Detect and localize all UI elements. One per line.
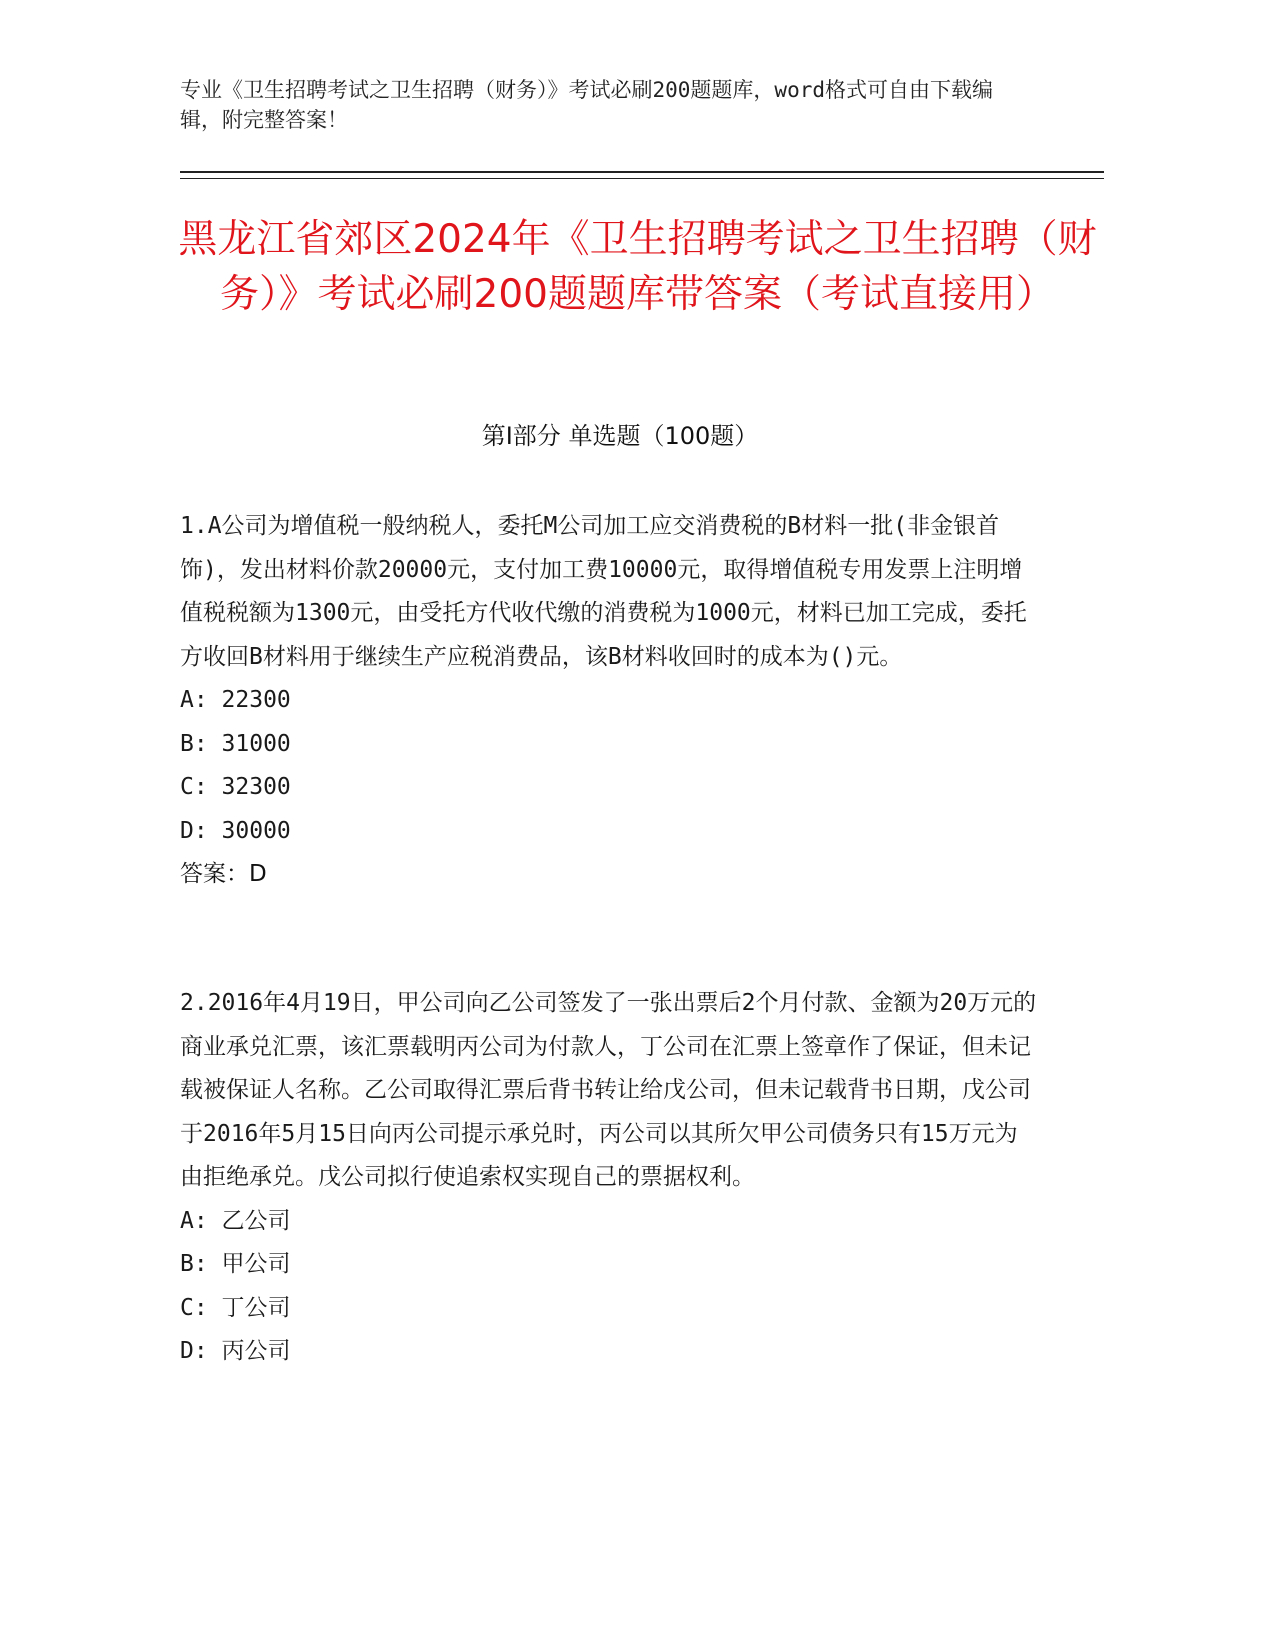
question-1	[180, 505, 1040, 897]
header-note: 专业《卫生招聘考试之卫生招聘（财务）》考试必刷200题题库，word格式可自由下载编辑，附完整答案！	[180, 78, 993, 132]
option-b: B: 31000	[180, 730, 291, 757]
option-d: D: 30000	[180, 817, 291, 844]
document-title: 黑龙江省郊区2024年《卫生招聘考试之卫生招聘（财务）》考试必刷200题题库带答案（考试直接用）	[178, 217, 1097, 317]
section-title: 第I部分 单选题（100题）	[481, 422, 759, 450]
option-b: B: 甲公司	[180, 1251, 291, 1277]
question-2	[180, 982, 1040, 1374]
answer-text: 答案：D	[180, 861, 267, 887]
option-c: C: 丁公司	[180, 1294, 291, 1321]
option-a: A: 22300	[180, 687, 291, 713]
header-rule-thin	[180, 178, 1104, 179]
option-a: A: 乙公司	[180, 1207, 291, 1234]
question-stem: 1.A公司为增值税一般纳税人，委托M公司加工应交消费税的B材料一批(非金银首饰)，发出材料价款20000元，支付加工费10000元，取得增值税专用发票上注明增值税税额为1300元，由受托方代收代缴的消费税为1000元，材料已加工完成，委托方收回B材料用于继续生产应税消费品，该B材料收回时的成本为()元。	[180, 513, 1027, 670]
question-stem: 2.2016年4月19日，甲公司向乙公司签发了一张出票后2个月付款、金额为20万元的商业承兑汇票，该汇票载明丙公司为付款人，丁公司在汇票上签章作了保证，但未记载被保证人名称。乙公司取得汇票后背书转让给戊公司，但未记载背书日期，戊公司于2016年5月15日向丙公司提示承兑时，丙公司以其所欠甲公司债务只有15万元为由拒绝承兑。戊公司拟行使追索权实现自己的票据权利。	[180, 990, 1037, 1190]
option-c: C: 32300	[180, 774, 291, 800]
option-d: D: 丙公司	[180, 1338, 291, 1364]
header-rule-thick	[180, 171, 1104, 173]
